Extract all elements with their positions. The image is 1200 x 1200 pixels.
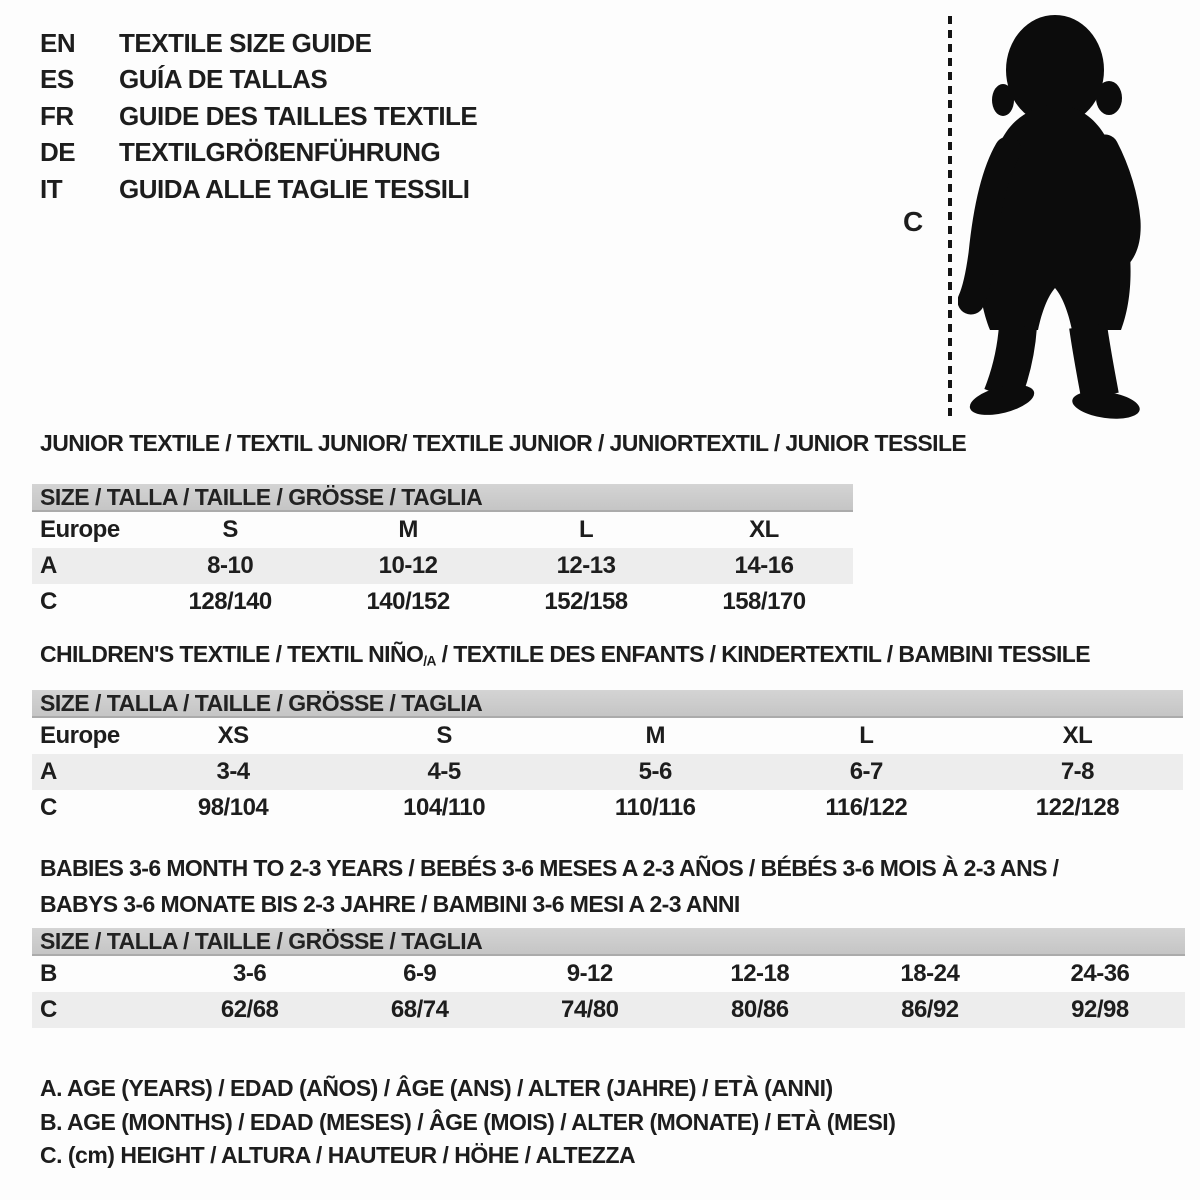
cell: 6-9 (403, 960, 437, 987)
table-row-c (32, 992, 1185, 1028)
cell: 7-8 (972, 754, 1183, 790)
cell: 3-6 (233, 960, 267, 987)
cell: 122/128 (1035, 794, 1120, 821)
lang-code: IT (40, 173, 63, 204)
language-title-list (40, 25, 477, 208)
lang-title: TEXTILE SIZE GUIDE (119, 27, 372, 58)
lang-row-de (40, 135, 477, 172)
children-title-main: CHILDREN'S TEXTILE / TEXTIL NIÑO (40, 641, 424, 667)
size-column: S (436, 722, 452, 749)
table-row-c (32, 790, 1183, 826)
lang-title: GUIDA ALLE TAGLIE TESSILI (119, 173, 470, 204)
table-row-a (32, 548, 853, 584)
table-row-a (32, 754, 1183, 790)
cell: 86/92 (845, 992, 1015, 1028)
cell: 3-4 (128, 754, 339, 790)
cell: 140/152 (366, 588, 450, 615)
row-label: A (32, 548, 141, 584)
size-column: M (645, 722, 665, 749)
lang-title: TEXTILGRÖßENFÜHRUNG (119, 137, 441, 168)
children-section-title (40, 641, 1090, 668)
cell: 98/104 (197, 794, 269, 821)
size-column: L (859, 722, 874, 749)
cell: 5-6 (550, 754, 761, 790)
size-column: M (398, 516, 418, 543)
size-column: S (222, 516, 238, 543)
cell: 14-16 (675, 548, 853, 584)
cell: 4-5 (339, 754, 550, 790)
row-label: C (40, 588, 57, 615)
row-label: Europe (40, 516, 120, 543)
row-label: C (40, 794, 57, 821)
cell: 12-13 (497, 548, 675, 584)
row-label: B (40, 960, 57, 987)
row-label: C (32, 992, 165, 1028)
cell: 68/74 (335, 992, 505, 1028)
babies-section-title (40, 850, 1058, 922)
table-row-europe (32, 718, 1183, 754)
cell: 8-10 (141, 548, 319, 584)
size-column: L (578, 516, 594, 543)
table-row-europe (32, 512, 853, 548)
height-measure-dashed-line (948, 16, 952, 418)
lang-code: ES (40, 64, 74, 95)
lang-title: GUIDE DES TAILLES TEXTILE (119, 100, 478, 131)
measure-c-label: C (903, 206, 924, 237)
lang-row-es (40, 62, 477, 99)
legend-line-c: C. (cm) HEIGHT / ALTURA / HAUTEUR / HÖHE / ALTEZZA (40, 1142, 636, 1168)
row-label: A (32, 754, 128, 790)
table-row-c (32, 584, 853, 620)
lang-row-en (40, 25, 477, 62)
cell: 128/140 (188, 588, 272, 615)
children-size-table (32, 690, 1183, 826)
legend-line-b: B. AGE (MONTHS) / EDAD (MESES) / ÂGE (MOIS) / ALTER (MONATE) / ETÀ (MESI) (40, 1108, 896, 1135)
cell: 110/116 (614, 794, 696, 821)
lang-row-it (40, 171, 477, 208)
lang-row-fr (40, 98, 477, 135)
size-column: XL (1062, 722, 1093, 749)
babies-title-line1: BABIES 3-6 MONTH TO 2-3 YEARS / BEBÉS 3-6 MESES A 2-3 AÑOS / BÉBÉS 3-6 MOIS À 2-3 ANS / (40, 855, 1059, 881)
cell: 24-36 (1070, 960, 1130, 987)
cell: 116/122 (825, 794, 908, 821)
junior-size-table (32, 484, 853, 620)
cell: 74/80 (505, 992, 675, 1028)
size-header-bar: SIZE / TALLA / TAILLE / GRÖSSE / TAGLIA (32, 690, 1183, 718)
legend-line-a: A. AGE (YEARS) / EDAD (AÑOS) / ÂGE (ANS) / ALTER (JAHRE) / ETÀ (ANNI) (40, 1075, 833, 1101)
cell: 62/68 (165, 992, 335, 1028)
row-label: Europe (40, 722, 120, 749)
cell: 6-7 (761, 754, 972, 790)
babies-size-table (32, 928, 1185, 1028)
cell: 104/110 (403, 794, 486, 821)
size-header-bar: SIZE / TALLA / TAILLE / GRÖSSE / TAGLIA (32, 928, 1185, 956)
size-header-bar: SIZE / TALLA / TAILLE / GRÖSSE / TAGLIA (32, 484, 853, 512)
children-title-rest: / TEXTILE DES ENFANTS / KINDERTEXTIL / BAMBINI TESSILE (435, 641, 1090, 667)
lang-code: DE (40, 137, 76, 168)
size-column: XL (749, 516, 779, 543)
children-title-sub: /A (423, 653, 436, 669)
babies-title-line2: BABYS 3-6 MONATE BIS 2-3 JAHRE / BAMBINI 3-6 MESI A 2-3 ANNI (40, 891, 740, 917)
table-row-b (32, 956, 1185, 992)
junior-section-title: JUNIOR TEXTILE / TEXTIL JUNIOR/ TEXTILE JUNIOR / JUNIORTEXTIL / JUNIOR TESSILE (40, 430, 967, 456)
cell: 12-18 (730, 960, 790, 987)
cell: 92/98 (1015, 992, 1185, 1028)
lang-title: GUÍA DE TALLAS (119, 64, 328, 95)
cell: 18-24 (900, 960, 960, 987)
cell: 158/170 (722, 588, 806, 615)
toddler-silhouette-icon (958, 8, 1150, 422)
size-column: XS (217, 722, 249, 749)
lang-code: FR (40, 100, 74, 131)
cell: 80/86 (675, 992, 845, 1028)
cell: 9-12 (566, 960, 613, 987)
measurement-legend (40, 1072, 895, 1173)
lang-code: EN (40, 27, 76, 58)
cell: 152/158 (544, 588, 628, 615)
cell: 10-12 (319, 548, 497, 584)
